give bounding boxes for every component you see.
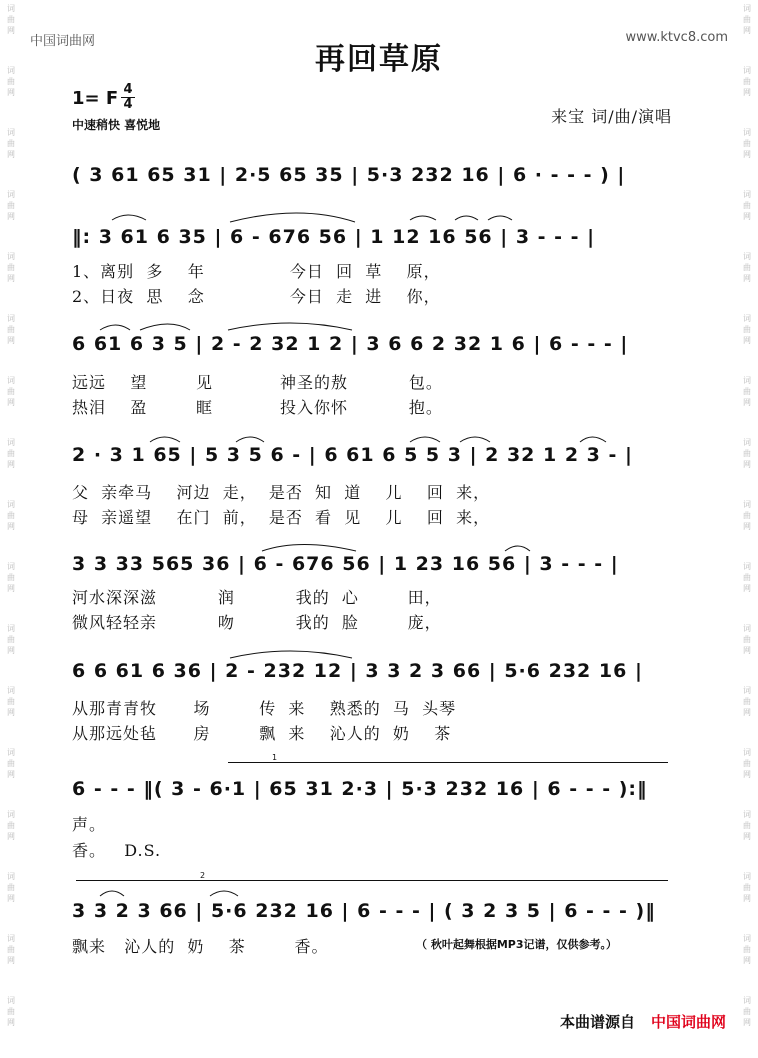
watermark-char: 词 — [743, 810, 751, 819]
time-sig-top: 4 — [123, 82, 133, 97]
watermark-char: 曲 — [743, 573, 751, 582]
watermark-char: 曲 — [7, 759, 15, 768]
watermark-char: 网 — [7, 770, 15, 779]
watermark-char: 词 — [743, 748, 751, 757]
slur — [580, 437, 606, 442]
music-row-coda: 3 3 2 3 66 | 5·6 232 16 | 6 - - - | ( 3 2 3 5 | 6 - - - )‖ — [72, 900, 656, 922]
watermark-char: 曲 — [743, 15, 751, 24]
watermark-char: 词 — [7, 314, 15, 323]
watermark-char: 词 — [743, 438, 751, 447]
watermark-char: 曲 — [7, 449, 15, 458]
slur — [455, 216, 478, 220]
watermark-char: 词 — [743, 686, 751, 695]
watermark-char: 曲 — [743, 263, 751, 272]
time-sig-bottom: 4 — [123, 97, 133, 112]
watermark-char: 曲 — [743, 697, 751, 706]
watermark-char: 词 — [743, 624, 751, 633]
watermark-char: 网 — [743, 274, 751, 283]
slur — [236, 437, 264, 442]
watermark-char: 网 — [743, 26, 751, 35]
watermark-char: 网 — [7, 894, 15, 903]
slur — [230, 651, 352, 658]
watermark-char: 曲 — [7, 139, 15, 148]
lyric-row-3b: 母 亲遥望 在门 前， 是否 看 见 儿 回 来， — [72, 508, 491, 527]
watermark-char: 网 — [7, 88, 15, 97]
watermark-char: 网 — [743, 1018, 751, 1027]
watermark-char: 词 — [743, 376, 751, 385]
watermark-char: 网 — [743, 770, 751, 779]
watermark-char: 曲 — [743, 139, 751, 148]
lyric-row-3a: 父 亲牵马 河边 走， 是否 知 道 儿 回 来， — [72, 483, 491, 502]
watermark-char: 曲 — [7, 387, 15, 396]
slur — [210, 891, 238, 896]
watermark-char: 词 — [7, 4, 15, 13]
slur — [100, 891, 124, 896]
slur — [460, 437, 490, 442]
music-row-intro: ( 3 61 65 31 | 2·5 65 35 | 5·3 232 16 | 6 · - - - ) | — [72, 164, 626, 186]
watermark-char: 曲 — [743, 883, 751, 892]
watermark-char: 词 — [743, 872, 751, 881]
watermark-char: 曲 — [7, 201, 15, 210]
slur — [228, 323, 352, 330]
watermark-char: 曲 — [7, 573, 15, 582]
music-row-3: 2 · 3 1 65 | 5 3 5 6 - | 6 61 6 5 5 3 | 2 32 1 2 3 - | — [72, 444, 633, 466]
watermark-char: 网 — [7, 398, 15, 407]
watermark-char: 网 — [743, 336, 751, 345]
volta-2-label: 2 — [200, 871, 206, 880]
slur — [505, 546, 530, 551]
watermark-char: 词 — [7, 624, 15, 633]
watermark-char: 曲 — [743, 77, 751, 86]
slur — [262, 545, 356, 552]
music-row-2: 6 61 6 3 5 | 2 - 2 32 1 2 | 3 6 6 2 32 1 6 | 6 - - - | — [72, 333, 629, 355]
slur — [150, 437, 180, 442]
music-row-5: 6 6 61 6 36 | 2 - 232 12 | 3 3 2 3 66 | 5·6 232 16 | — [72, 660, 643, 682]
lyric-row-4a: 河水深深滋 润 我的 心 田， — [72, 588, 442, 607]
watermark-char: 曲 — [743, 325, 751, 334]
watermark-char: 词 — [743, 934, 751, 943]
watermark-char: 词 — [7, 128, 15, 137]
lyric-row-6b: 香。 D.S. — [72, 841, 162, 860]
slur — [230, 213, 355, 222]
watermark-char: 曲 — [743, 635, 751, 644]
watermark-char: 曲 — [7, 945, 15, 954]
watermark-char: 曲 — [7, 1007, 15, 1016]
watermark-char: 曲 — [7, 883, 15, 892]
lyric-row-2b: 热泪 盈 眶 投入你怀 抱。 — [72, 398, 443, 417]
volta-1-label: 1 — [272, 753, 278, 762]
site-url-right: www.ktvc8.com — [625, 30, 728, 45]
watermark-char: 词 — [7, 686, 15, 695]
watermark-char: 网 — [743, 956, 751, 965]
watermark-char: 词 — [743, 314, 751, 323]
watermark-char: 网 — [7, 150, 15, 159]
watermark-char: 词 — [743, 4, 751, 13]
watermark-char: 网 — [7, 274, 15, 283]
slur — [112, 215, 146, 220]
watermark-char: 词 — [743, 190, 751, 199]
watermark-char: 曲 — [7, 635, 15, 644]
music-row-6: 6 - - - ‖( 3 - 6·1 | 65 31 2·3 | 5·3 232 16 | 6 - - - ):‖ — [72, 778, 648, 800]
slur — [410, 437, 440, 442]
lyric-row-6a: 声。 — [72, 815, 107, 834]
watermark-char: 曲 — [7, 77, 15, 86]
watermark-char: 曲 — [743, 821, 751, 830]
watermark-char: 网 — [743, 584, 751, 593]
watermark-char: 曲 — [743, 449, 751, 458]
watermark-char: 词 — [7, 934, 15, 943]
watermark-char: 网 — [7, 460, 15, 469]
watermark-char: 词 — [7, 500, 15, 509]
watermark-char: 词 — [743, 996, 751, 1005]
credit-line: 来宝 词/曲/演唱 — [551, 107, 672, 126]
lyric-row-2a: 远远 望 见 神圣的敖 包。 — [72, 373, 443, 392]
tempo-marking: 中速稍快 喜悦地 — [72, 118, 161, 132]
watermark-char: 网 — [743, 460, 751, 469]
watermark-char: 网 — [7, 584, 15, 593]
watermark-char: 词 — [7, 996, 15, 1005]
watermark-char: 曲 — [7, 821, 15, 830]
watermark-char: 词 — [7, 872, 15, 881]
lyric-row-5b: 从那远处毡 房 飘 来 沁人的 奶 茶 — [72, 724, 452, 743]
lyric-row-1a: 1、离别 多 年 今日 回 草 原， — [72, 262, 441, 281]
watermark-char: 网 — [7, 832, 15, 841]
watermark-char: 网 — [743, 832, 751, 841]
site-name-left: 中国词曲网 — [30, 34, 96, 49]
watermark-char: 网 — [7, 522, 15, 531]
watermark-char: 词 — [7, 438, 15, 447]
watermark-char: 网 — [743, 398, 751, 407]
watermark-char: 网 — [743, 212, 751, 221]
watermark-char: 曲 — [7, 263, 15, 272]
watermark-char: 网 — [743, 88, 751, 97]
music-row-4: 3 3 33 565 36 | 6 - 676 56 | 1 23 16 56 | 3 - - - | — [72, 553, 619, 575]
slur — [410, 216, 436, 220]
watermark-char: 词 — [7, 748, 15, 757]
watermark-char: 网 — [7, 212, 15, 221]
watermark-char: 曲 — [743, 387, 751, 396]
watermark-char: 网 — [7, 336, 15, 345]
footer-label: 本曲谱源自 — [559, 1013, 635, 1031]
slur — [488, 216, 512, 220]
lyric-row-4b: 微风轻轻亲 吻 我的 脸 庞， — [72, 613, 442, 632]
watermark-char: 网 — [743, 522, 751, 531]
watermark-char: 词 — [7, 810, 15, 819]
watermark-char: 曲 — [743, 759, 751, 768]
lyric-row-coda: 飘来 沁人的 奶 茶 香。 — [72, 937, 329, 956]
watermark-char: 网 — [7, 708, 15, 717]
slur — [100, 325, 130, 330]
watermark-char: 曲 — [7, 697, 15, 706]
watermark-char: 词 — [743, 252, 751, 261]
watermark-char: 网 — [7, 1018, 15, 1027]
watermark-char: 词 — [7, 66, 15, 75]
key-signature: 1= F — [72, 88, 119, 109]
watermark-char: 词 — [7, 562, 15, 571]
music-row-1: ‖: 3 61 6 35 | 6 - 676 56 | 1 12 16 56 | 3 - - - | — [72, 226, 596, 248]
song-title: 再回草原 — [315, 42, 443, 77]
watermark-char: 词 — [743, 128, 751, 137]
watermark-char: 词 — [7, 190, 15, 199]
watermark-char: 词 — [743, 500, 751, 509]
transcription-note: （ 秋叶起舞根据MP3记谱，仅供参考。） — [416, 938, 617, 951]
watermark-char: 网 — [743, 646, 751, 655]
watermark-char: 曲 — [743, 201, 751, 210]
watermark-char: 网 — [7, 646, 15, 655]
footer-brand-link[interactable]: 中国词曲网 — [650, 1013, 726, 1031]
slur — [140, 324, 190, 330]
watermark-char: 词 — [743, 562, 751, 571]
lyric-row-1b: 2、日夜 思 念 今日 走 进 你， — [72, 287, 441, 306]
watermark-char: 曲 — [7, 511, 15, 520]
watermark-char: 网 — [743, 894, 751, 903]
watermark-char: 曲 — [743, 1007, 751, 1016]
lyric-row-5a: 从那青青牧 场 传 来 熟悉的 马 头琴 — [72, 699, 457, 718]
watermark-char: 曲 — [7, 15, 15, 24]
watermark-char: 网 — [7, 26, 15, 35]
watermark-char: 网 — [743, 708, 751, 717]
watermark-char: 曲 — [743, 511, 751, 520]
watermark-char: 网 — [743, 150, 751, 159]
watermark-char: 曲 — [7, 325, 15, 334]
watermark-char: 词 — [7, 252, 15, 261]
watermark-char: 网 — [7, 956, 15, 965]
watermark-char: 词 — [7, 376, 15, 385]
watermark-char: 词 — [743, 66, 751, 75]
watermark-char: 曲 — [743, 945, 751, 954]
